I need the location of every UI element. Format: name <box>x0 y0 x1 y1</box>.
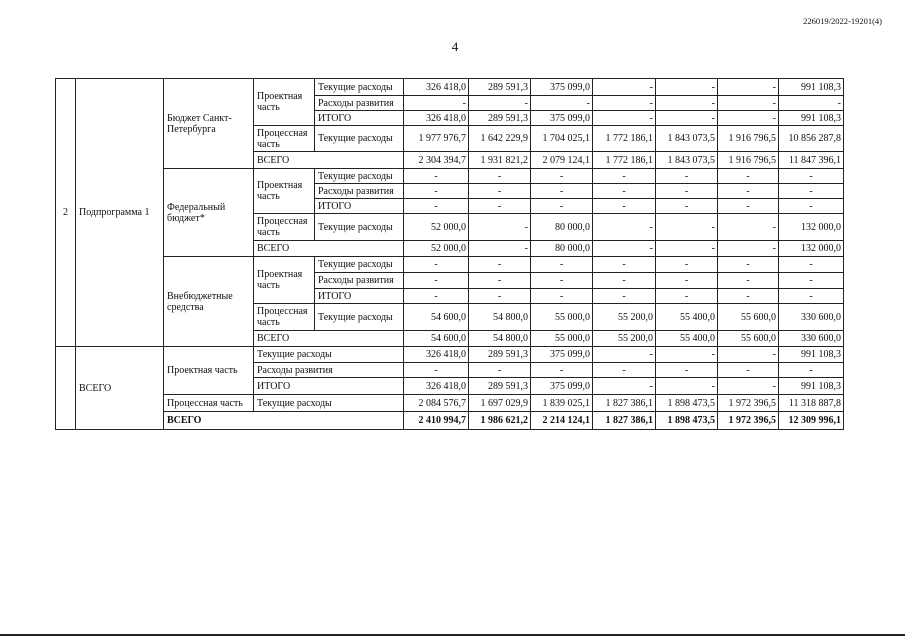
value-cell: 289 591,3 <box>469 111 531 126</box>
grand-total-row-label: ВСЕГО <box>164 412 404 430</box>
value-cell: 991 108,3 <box>779 79 844 96</box>
value-cell: 55 000,0 <box>531 304 593 331</box>
page-number: 4 <box>451 39 459 54</box>
value-cell: - <box>593 199 656 214</box>
value-cell: - <box>404 184 469 199</box>
value-cell: 1 843 073,5 <box>656 152 718 169</box>
value-cell: - <box>404 199 469 214</box>
value-cell: 52 000,0 <box>404 214 469 241</box>
value-cell: 1 704 025,1 <box>531 126 593 152</box>
value-cell: - <box>779 289 844 304</box>
value-cell: - <box>469 257 531 273</box>
value-cell: - <box>404 257 469 273</box>
scan-edge-line <box>0 634 905 636</box>
budget-table <box>55 78 844 430</box>
value-cell: - <box>469 214 531 241</box>
value-cell: - <box>593 241 656 257</box>
value-cell: 55 600,0 <box>718 304 779 331</box>
value-cell: 1 931 821,2 <box>469 152 531 169</box>
value-cell: - <box>656 363 718 378</box>
value-cell: 55 000,0 <box>531 331 593 347</box>
value-cell: 54 600,0 <box>404 304 469 331</box>
table-row <box>56 347 844 363</box>
value-cell: - <box>718 273 779 289</box>
value-cell: - <box>779 273 844 289</box>
value-cell: - <box>656 378 718 395</box>
itogo-label: ИТОГО <box>315 289 404 304</box>
value-cell: 55 200,0 <box>593 331 656 347</box>
value-cell: 55 200,0 <box>593 304 656 331</box>
value-cell: 1 843 073,5 <box>656 126 718 152</box>
itogo-label: ИТОГО <box>254 378 404 395</box>
value-cell: 132 000,0 <box>779 241 844 257</box>
value-cell: - <box>779 96 844 111</box>
value-cell: - <box>656 199 718 214</box>
value-cell: 375 099,0 <box>531 111 593 126</box>
process-part-label: Процессная часть <box>254 304 315 331</box>
federal-budget-label: Федеральный бюджет* <box>164 169 254 257</box>
value-cell: - <box>404 289 469 304</box>
value-cell: - <box>779 184 844 199</box>
value-cell: - <box>593 214 656 241</box>
value-cell: 326 418,0 <box>404 378 469 395</box>
value-cell: - <box>779 257 844 273</box>
value-cell: - <box>656 347 718 363</box>
value-cell: 991 108,3 <box>779 347 844 363</box>
value-cell: - <box>531 199 593 214</box>
value-cell: 55 400,0 <box>656 304 718 331</box>
value-cell: - <box>593 257 656 273</box>
value-cell: - <box>531 273 593 289</box>
development-expenses-label: Расходы развития <box>315 184 404 199</box>
value-cell: - <box>718 199 779 214</box>
value-cell: - <box>593 111 656 126</box>
value-cell: - <box>779 363 844 378</box>
value-cell: - <box>469 363 531 378</box>
value-cell: - <box>593 363 656 378</box>
value-cell: - <box>656 111 718 126</box>
value-cell: 1 986 621,2 <box>469 412 531 430</box>
process-part-label: Процессная часть <box>164 395 254 412</box>
value-cell: 54 600,0 <box>404 331 469 347</box>
table-row <box>56 257 844 273</box>
project-part-label: Проектная часть <box>164 347 254 395</box>
value-cell: - <box>593 378 656 395</box>
value-cell: - <box>404 96 469 111</box>
development-expenses-label: Расходы развития <box>315 96 404 111</box>
value-cell: 1 972 396,5 <box>718 395 779 412</box>
value-cell: 1 772 186,1 <box>593 152 656 169</box>
value-cell: - <box>656 184 718 199</box>
row-number: 2 <box>56 79 76 347</box>
value-cell: 2 079 124,1 <box>531 152 593 169</box>
project-part-label: Проектная часть <box>254 169 315 214</box>
value-cell: 326 418,0 <box>404 111 469 126</box>
document-number: 226019/2022-19201(4) <box>803 16 882 26</box>
value-cell: 54 800,0 <box>469 331 531 347</box>
value-cell: 80 000,0 <box>531 241 593 257</box>
value-cell: 1 839 025,1 <box>531 395 593 412</box>
value-cell: 375 099,0 <box>531 378 593 395</box>
development-expenses-label: Расходы развития <box>315 273 404 289</box>
value-cell: 326 418,0 <box>404 79 469 96</box>
value-cell: 375 099,0 <box>531 347 593 363</box>
value-cell: 12 309 996,1 <box>779 412 844 430</box>
value-cell: - <box>593 184 656 199</box>
total-label: ВСЕГО <box>254 241 404 257</box>
value-cell: - <box>469 289 531 304</box>
value-cell: 330 600,0 <box>779 331 844 347</box>
value-cell: - <box>779 199 844 214</box>
value-cell: 1 697 029,9 <box>469 395 531 412</box>
value-cell: - <box>718 96 779 111</box>
value-cell: - <box>718 79 779 96</box>
value-cell: 132 000,0 <box>779 214 844 241</box>
value-cell: 289 591,3 <box>469 79 531 96</box>
value-cell: - <box>593 347 656 363</box>
value-cell: 289 591,3 <box>469 378 531 395</box>
extrabudget-label: Внебюджетные средства <box>164 257 254 347</box>
value-cell: 80 000,0 <box>531 214 593 241</box>
value-cell: 991 108,3 <box>779 111 844 126</box>
table-row <box>56 169 844 184</box>
value-cell: 2 410 994,7 <box>404 412 469 430</box>
current-expenses-label: Текущие расходы <box>315 79 404 96</box>
value-cell: 11 847 396,1 <box>779 152 844 169</box>
process-part-label: Процессная часть <box>254 214 315 241</box>
value-cell: 1 916 796,5 <box>718 152 779 169</box>
table-row <box>56 79 844 96</box>
value-cell: 330 600,0 <box>779 304 844 331</box>
value-cell: - <box>531 363 593 378</box>
current-expenses-label: Текущие расходы <box>315 126 404 152</box>
value-cell: 11 318 887,8 <box>779 395 844 412</box>
value-cell: 375 099,0 <box>531 79 593 96</box>
value-cell: - <box>718 347 779 363</box>
value-cell: - <box>656 214 718 241</box>
value-cell: 1 827 386,1 <box>593 395 656 412</box>
value-cell: 991 108,3 <box>779 378 844 395</box>
value-cell: - <box>593 169 656 184</box>
value-cell: 1 827 386,1 <box>593 412 656 430</box>
value-cell: - <box>656 257 718 273</box>
value-cell: - <box>531 257 593 273</box>
value-cell: - <box>593 79 656 96</box>
value-cell: - <box>656 96 718 111</box>
current-expenses-label: Текущие расходы <box>254 395 404 412</box>
value-cell: - <box>404 169 469 184</box>
value-cell: 2 084 576,7 <box>404 395 469 412</box>
value-cell: 1 898 473,5 <box>656 395 718 412</box>
value-cell: - <box>404 363 469 378</box>
project-part-label: Проектная часть <box>254 257 315 304</box>
value-cell: - <box>593 273 656 289</box>
value-cell: - <box>718 169 779 184</box>
value-cell: 55 600,0 <box>718 331 779 347</box>
total-label: ВСЕГО <box>254 152 404 169</box>
value-cell: - <box>469 273 531 289</box>
value-cell: - <box>718 378 779 395</box>
value-cell: 1 972 396,5 <box>718 412 779 430</box>
current-expenses-label: Текущие расходы <box>315 304 404 331</box>
itogo-label: ИТОГО <box>315 199 404 214</box>
value-cell: - <box>531 289 593 304</box>
value-cell: 289 591,3 <box>469 347 531 363</box>
value-cell: - <box>718 241 779 257</box>
current-expenses-label: Текущие расходы <box>315 214 404 241</box>
subprogram-label: Подпрограмма 1 <box>76 79 164 347</box>
current-expenses-label: Текущие расходы <box>254 347 404 363</box>
current-expenses-label: Текущие расходы <box>315 257 404 273</box>
value-cell: - <box>404 273 469 289</box>
value-cell: 1 916 796,5 <box>718 126 779 152</box>
value-cell: - <box>531 184 593 199</box>
value-cell: - <box>718 363 779 378</box>
table-row <box>56 395 844 412</box>
process-part-label: Процессная часть <box>254 126 315 152</box>
value-cell: - <box>718 289 779 304</box>
value-cell: 1 772 186,1 <box>593 126 656 152</box>
value-cell: - <box>469 241 531 257</box>
value-cell: 1 642 229,9 <box>469 126 531 152</box>
value-cell: - <box>531 96 593 111</box>
development-expenses-label: Расходы развития <box>254 363 404 378</box>
value-cell: 52 000,0 <box>404 241 469 257</box>
row-number-spacer <box>56 347 76 430</box>
value-cell: - <box>469 169 531 184</box>
current-expenses-label: Текущие расходы <box>315 169 404 184</box>
value-cell: 54 800,0 <box>469 304 531 331</box>
value-cell: - <box>656 241 718 257</box>
value-cell: - <box>531 169 593 184</box>
value-cell: - <box>656 289 718 304</box>
value-cell: 326 418,0 <box>404 347 469 363</box>
value-cell: 1 977 976,7 <box>404 126 469 152</box>
value-cell: - <box>718 111 779 126</box>
grand-total-label: ВСЕГО <box>76 347 164 430</box>
value-cell: - <box>718 184 779 199</box>
value-cell: 10 856 287,8 <box>779 126 844 152</box>
value-cell: - <box>469 96 531 111</box>
total-label: ВСЕГО <box>254 331 404 347</box>
spb-budget-label: Бюджет Санкт-Петербурга <box>164 79 254 169</box>
value-cell: 55 400,0 <box>656 331 718 347</box>
value-cell: - <box>779 169 844 184</box>
value-cell: - <box>656 169 718 184</box>
value-cell: 2 214 124,1 <box>531 412 593 430</box>
value-cell: - <box>469 199 531 214</box>
table-row <box>56 412 844 430</box>
value-cell: - <box>718 257 779 273</box>
itogo-label: ИТОГО <box>315 111 404 126</box>
value-cell: 1 898 473,5 <box>656 412 718 430</box>
project-part-label: Проектная часть <box>254 79 315 126</box>
value-cell: - <box>718 214 779 241</box>
value-cell: - <box>469 184 531 199</box>
value-cell: - <box>656 79 718 96</box>
value-cell: - <box>656 273 718 289</box>
value-cell: - <box>593 289 656 304</box>
value-cell: - <box>593 96 656 111</box>
value-cell: 2 304 394,7 <box>404 152 469 169</box>
